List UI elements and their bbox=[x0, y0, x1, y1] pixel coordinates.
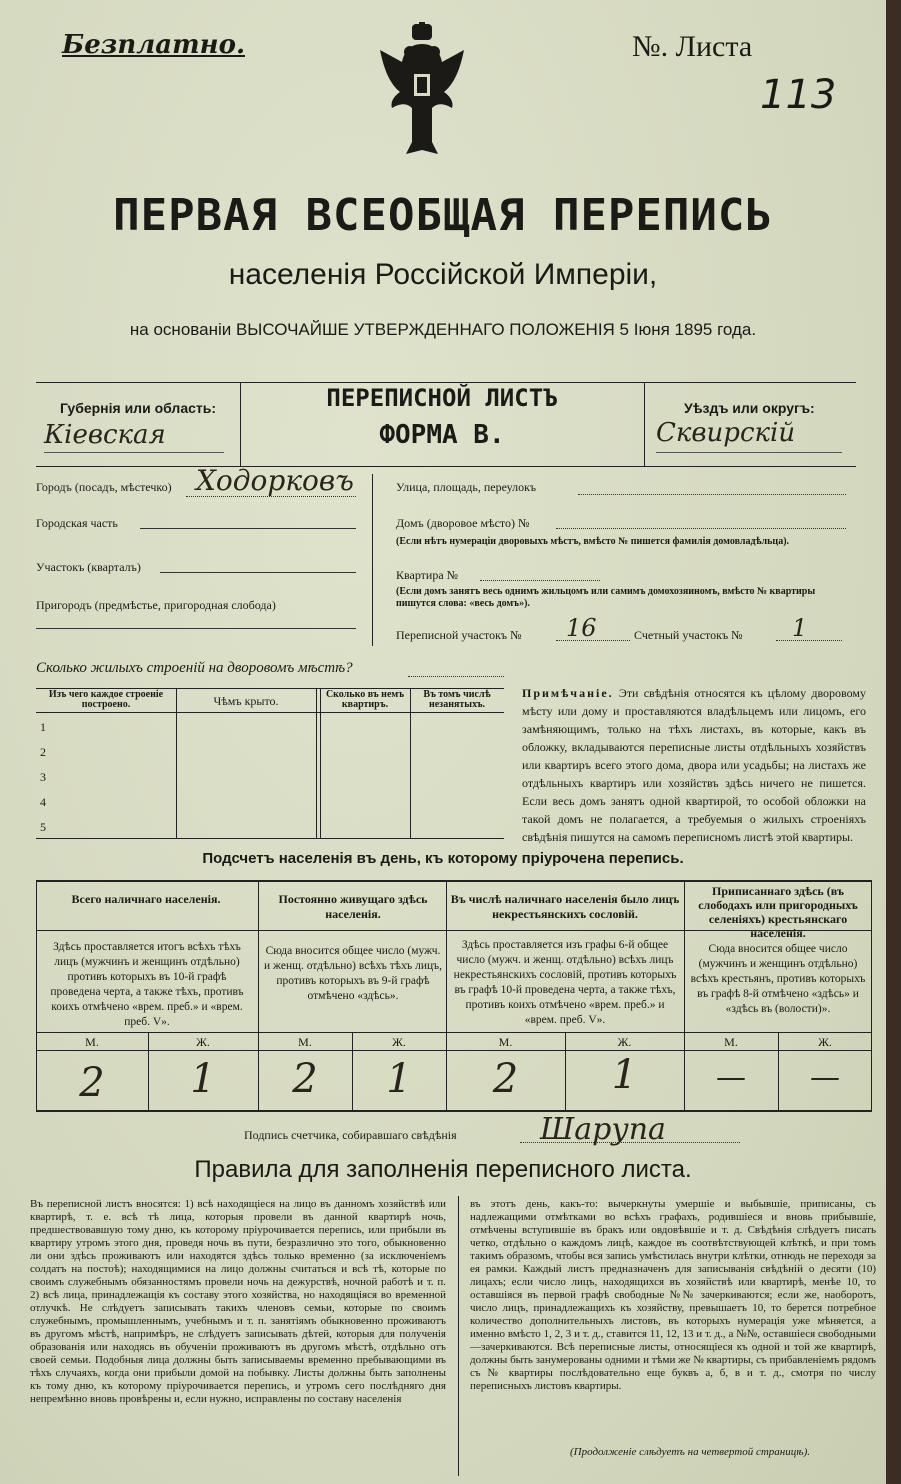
tally-nonpeasant-male: 2 bbox=[492, 1056, 519, 1102]
city-value: Ходорковъ bbox=[196, 464, 354, 497]
census-title: ПЕРВАЯ ВСЕОБЩАЯ ПЕРЕПИСЬ bbox=[113, 190, 773, 241]
free-label: Безплатно. bbox=[62, 30, 245, 60]
gubernia-value: Кіевская bbox=[44, 420, 166, 450]
col-vacant: Въ томъ числѣ незанятыхъ. bbox=[423, 689, 491, 710]
note-text: Эти свѣдѣнія относятся къ цѣлому дворовому мѣсту или дому и проставляются владѣльцемъ или лицомъ, его замѣняющимъ, только на тѣхъ листахъ, въ которые, какъ въ обложку, вкладываются переписные листы отдѣльныхъ хозяйствъ или квартиръ всего этого дома, двора или усадьбы; на листахъ же отдѣльныхъ квартиръ или хозяйствъ здѣсь ничего не пишется. Если весь домъ занятъ одной квартирой, то особой обложки на такой домъ не полагается, а требуемыя о жилыхъ строеніяхъ свѣдѣнія пишутся на самомъ переписномъ листѣ этой квартиры. bbox=[522, 686, 866, 844]
table-row: 4 bbox=[40, 795, 46, 809]
tally-col-nonpeasant-head: Въ числѣ наличнаго населенія было лицъ некрестьянскихъ сословій. bbox=[450, 892, 680, 921]
tally-col-nonpeasant-body: Здѣсь проставляется изъ графы 6-й общее число (мужч. и женщ. отдѣльно) всѣхъ лицъ некрестьянскихъ сословій, противъ которыхъ въ графѣ 10-й проведена черта, а также тѣхъ, противъ коихъ отмѣчено «врем. преб.» и «врем. преб. V». bbox=[453, 939, 677, 1026]
table-row: 2 bbox=[40, 745, 46, 759]
rules-left-column: Въ переписной листъ вносятся: 1) всѣ находящіеся на лицо въ данномъ хозяйствѣ или квартирѣ, т. е. всѣ тѣ лица, которыя провели въ данной квартирѣ ночь, предшествовавшую тому дню, къ которому пріурочивается перепись, или прибыли въ квартиру утромъ этого дня, проведя ночь въ пути, безразлично это того, обыкновенно ли они здѣсь проживаютъ или находятся здѣсь только временно (за исключеніемъ солдатъ на постоѣ); находящимися на лицо должны считаться и всѣ тѣ, которые по своимъ служебнымъ обязанностямъ провели ночь на дежурствѣ, ночной работѣ и т. п. 2) всѣ лица, принадлежащія къ составу этого хозяйства, но находящіяся во временной отлучкѣ. Не слѣдуетъ записывать такихъ членовъ семьи, которые по своимъ служебнымъ, промышленнымъ, учебнымъ и т. п. занятіямъ обыкновенно проживаютъ въ другомъ мѣстѣ, напримѣръ, не слѣдуетъ записывать дѣтей, которыя для полученія образованія или находясь въ обученіи проживаютъ въ другомъ мѣстѣ, отдѣльно отъ своей семьи. Подобныя лица должны быть записываемы временно пребывающими въ тѣхъ случаяхъ, когда они прибыли домой на побывку. Листы должны быть заполнены къ тому дню, къ которому пріурочивается перепись, и утромъ сего послѣдняго дня непремѣнно вновь провѣрены и, если нужно, исправлены по составу населенія bbox=[30, 1198, 446, 1405]
signature-value: Шарупа bbox=[540, 1112, 666, 1147]
f-label: Ж. bbox=[196, 1035, 210, 1049]
tally-col-permanent-head: Постоянно живущаго здѣсь населенія. bbox=[278, 892, 428, 921]
table-row: 1 bbox=[40, 720, 46, 734]
tally-col-permanent-body: Сюда вносится общее число (мужч. и женщ. отдѣльно) всѣхъ тѣхъ лицъ, противъ которыхъ въ 9-й графѣ отмѣчено «здѣсь». bbox=[264, 945, 442, 1002]
street-label: Улица, площадь, переулокъ bbox=[396, 480, 537, 494]
sheet-number-label: №. Листа bbox=[632, 30, 753, 63]
tally-permanent-female: 1 bbox=[386, 1056, 412, 1102]
buildings-question: Сколько жилыхъ строеній на дворовомъ мѣстѣ? bbox=[36, 660, 353, 676]
count-section-value: 1 bbox=[792, 614, 808, 642]
uezd-label: Уѣздъ или округъ: bbox=[684, 400, 815, 416]
col-material: Изъ чего каждое строеніе построено. bbox=[48, 689, 164, 710]
form-name: ФОРМА В. bbox=[379, 420, 505, 450]
m-label: М. bbox=[85, 1035, 99, 1049]
count-section-label: Счетный участокъ № bbox=[634, 628, 743, 642]
sheet-number-value: 113 bbox=[760, 72, 837, 118]
sheet-title: ПЕРЕПИСНОЙ ЛИСТЪ bbox=[326, 384, 558, 412]
tally-col-peasant-head: Приписаннаго здѣсь (въ слободахъ или пригородныхъ селеніяхъ) крестьянскаго населенія. bbox=[698, 884, 858, 940]
tally-nonpeasant-female: 1 bbox=[611, 1052, 638, 1098]
house-note: (Если нѣтъ нумераціи дворовыхъ мѣстъ, вмѣсто № пишется фамилія домовладѣльца). bbox=[396, 536, 790, 547]
imperial-eagle-emblem bbox=[372, 22, 472, 162]
col-roof: Чѣмъ крыто. bbox=[213, 694, 279, 708]
f-label: Ж. bbox=[617, 1035, 632, 1049]
continuation-note: (Продолженіе слѣдуетъ на четвертой страницѣ). bbox=[570, 1446, 810, 1458]
note-block bbox=[522, 684, 866, 846]
m-label: М. bbox=[498, 1035, 513, 1049]
tally-total-female: 1 bbox=[190, 1056, 216, 1102]
flat-note: (Если домъ занятъ весь однимъ жильцомъ или самимъ домохозяиномъ, вмѣсто № квартиры пишутся слова: «весь домъ»). bbox=[396, 586, 816, 609]
rules-title: Правила для заполненія переписного листа. bbox=[194, 1156, 692, 1183]
flat-label: Квартира № bbox=[396, 568, 459, 582]
suburb-label: Пригородъ (предмѣстье, пригородная слобода) bbox=[36, 598, 276, 612]
m-label: М. bbox=[724, 1035, 738, 1049]
tally-total-male: 2 bbox=[79, 1060, 105, 1106]
house-label: Домъ (дворовое мѣсто) № bbox=[396, 516, 530, 530]
census-section-label: Переписной участокъ № bbox=[396, 628, 522, 642]
col-flats: Сколько въ немъ квартиръ. bbox=[325, 689, 405, 710]
tally-col-peasant-body: Сюда вносится общее число (мужчинъ и женщинъ отдѣльно) всѣхъ крестьянъ, противъ которыхъ въ графѣ 8-й отмѣчено «здѣсь» и «здѣсь въ (волости)». bbox=[690, 943, 866, 1015]
tally-peasant-female: — bbox=[810, 1060, 840, 1095]
tally-col-total-body: Здѣсь проставляется итогъ всѣхъ тѣхъ лицъ (мужчинъ и женщинъ отдѣльно) противъ которыхъ въ 10-й графѣ проведена черта, а также тѣхъ, противъ коихъ отмѣчено «врем. преб.» и «врем. преб. V». bbox=[50, 941, 244, 1028]
uezd-value: Сквирскій bbox=[656, 418, 796, 448]
city-part-label: Городская часть bbox=[36, 516, 118, 530]
tally-col-total-head: Всего наличнаго населенія. bbox=[71, 892, 221, 906]
section-label: Участокъ (кварталъ) bbox=[36, 560, 141, 574]
gubernia-label: Губернія или область: bbox=[60, 400, 217, 416]
city-label: Городъ (посадъ, мѣстечко) bbox=[36, 480, 172, 494]
tally-permanent-male: 2 bbox=[292, 1056, 318, 1102]
table-row: 3 bbox=[40, 770, 46, 784]
f-label: Ж. bbox=[818, 1035, 832, 1049]
signature-label: Подпись счетчика, собиравшаго свѣдѣнія bbox=[244, 1128, 457, 1142]
table-row: 5 bbox=[40, 820, 46, 834]
tally-title: Подсчетъ населенія въ день, къ которому пріурочена перепись. bbox=[202, 850, 684, 867]
decree-line: на основаніи ВЫСОЧАЙШЕ УТВЕРЖДЕННАГО ПОЛОЖЕНІЯ 5 Іюня 1895 года. bbox=[129, 320, 757, 339]
census-section-value: 16 bbox=[566, 614, 597, 642]
f-label: Ж. bbox=[392, 1035, 406, 1049]
tally-peasant-male: — bbox=[716, 1060, 746, 1095]
page-edge bbox=[886, 0, 901, 1484]
m-label: М. bbox=[298, 1035, 312, 1049]
rules-right-column: въ этотъ день, какъ-то: вычеркнуты умершіе и выбывшіе, приписаны, съ надлежащими отмѣтками во всѣхъ графахъ, родившіеся и вновь прибывшіе, отмѣчены вступившіе въ бракъ или овдовѣвшіе и т. д. Свѣдѣнія слѣдуетъ писать четко, отдѣльно о каждомъ лицѣ, каждое въ соотвѣтствующей клѣткѣ, и при томъ такимъ образомъ, чтобы вся запись умѣстилась внутри клѣтки, отнюдь не переходя за ея рамки. Каждый листъ предназначенъ для записыванія свѣдѣній о десяти (10) лицахъ; если число лицъ, находящихся въ хозяйствѣ или квартирѣ, менѣе 10, то оставшіяся въ первой графѣ свободные №№ зачеркиваются; если же, наоборотъ, число лицъ, принадлежащихъ къ хозяйству, превышаетъ 10, то берется потребное количество дополнительныхъ листовъ, въ которыхъ нумерація уже мѣняется, а именно вмѣсто 1, 2, 3 и т. д., ставится 11, 12, 13 и т. д., а №№, оставшіеся свободными—зачеркиваются. Всѣ переписные листы, относящіеся къ одной и той же квартирѣ, должны быть занумерованы одними и тѣми же № квартиры, съ прибавленіемъ рядомъ съ № квартиры послѣдовательно еще буквъ а, б, в и т. д., смотря по числу переписныхъ листовъ квартиры. bbox=[470, 1198, 876, 1392]
census-subtitle: населенія Россійской Имперіи, bbox=[228, 258, 658, 291]
note-title: Примѣчаніе. bbox=[522, 686, 614, 700]
